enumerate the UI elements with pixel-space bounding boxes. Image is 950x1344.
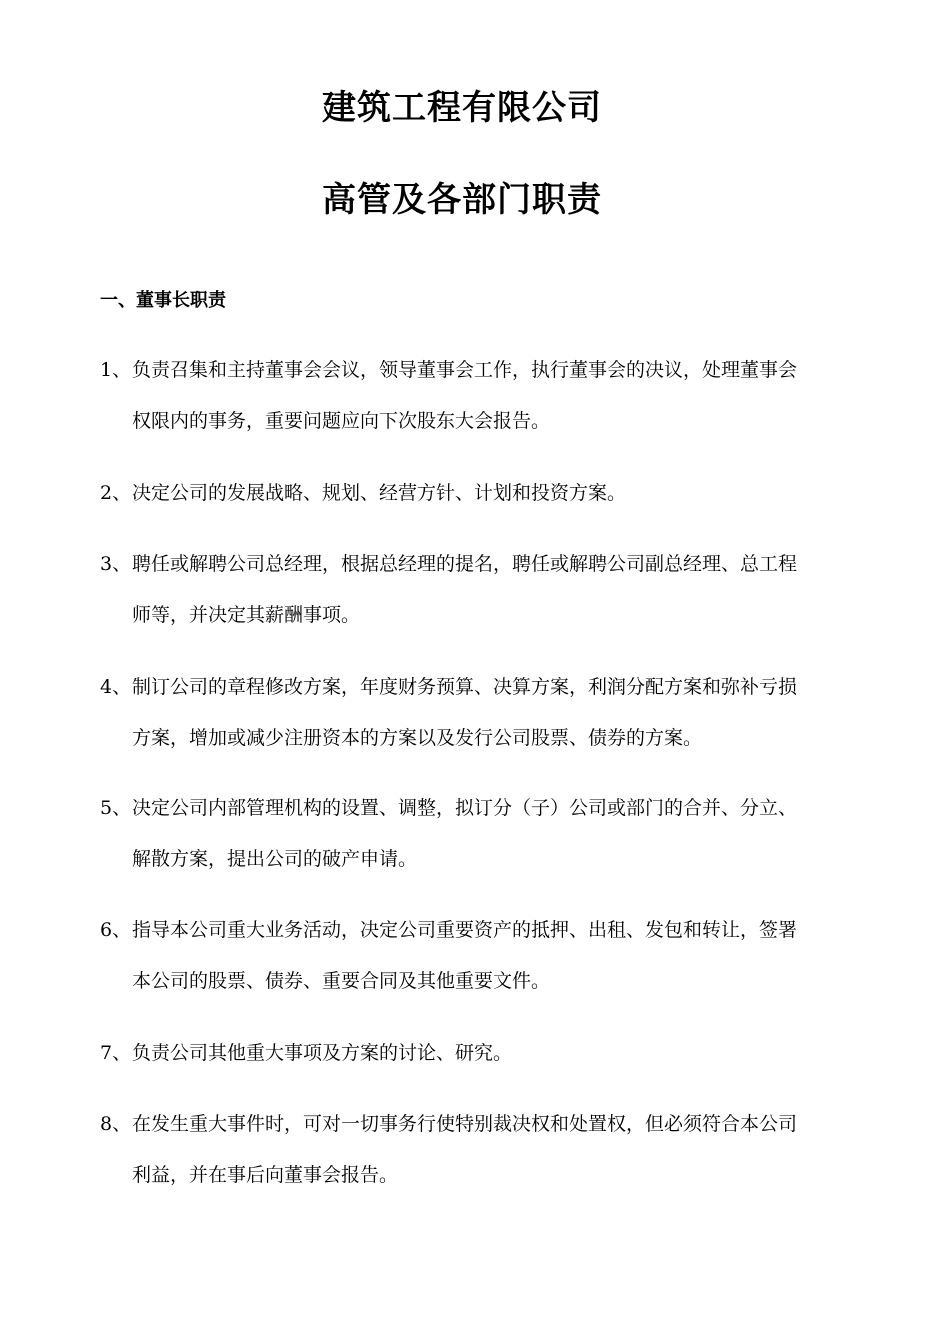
item-text-continued: 利益，并在事后向董事会报告。	[132, 1164, 399, 1186]
item-number: 8、	[100, 1113, 132, 1135]
document-subtitle: 高管及各部门职责	[322, 180, 602, 220]
item-text-continued: 本公司的股票、债券、重要合同及其他重要文件。	[132, 970, 551, 992]
list-item	[100, 662, 860, 764]
item-text: 决定公司内部管理机构的设置、调整，拟订分（子）公司或部门的合并、分立、	[132, 797, 798, 819]
item-text: 在发生重大事件时，可对一切事务行使特别裁决权和处置权，但必须符合本公司	[132, 1113, 798, 1135]
item-text: 聘任或解聘公司总经理，根据总经理的提名，聘任或解聘公司副总经理、总工程	[132, 553, 798, 575]
item-number: 4、	[100, 676, 132, 698]
document-title: 建筑工程有限公司	[322, 88, 602, 128]
item-text: 决定公司的发展战略、规划、经营方针、计划和投资方案。	[132, 482, 627, 504]
list-item	[100, 468, 860, 519]
item-text-continued: 解散方案，提出公司的破产申请。	[132, 848, 418, 870]
item-text: 制订公司的章程修改方案，年度财务预算、决算方案，利润分配方案和弥补亏损	[132, 676, 798, 698]
list-item	[100, 1099, 860, 1201]
item-number: 7、	[100, 1042, 132, 1064]
item-number: 2、	[100, 482, 132, 504]
list-item	[100, 783, 860, 885]
item-text: 指导本公司重大业务活动，决定公司重要资产的抵押、出租、发包和转让，签署	[132, 919, 798, 941]
item-text-continued: 方案，增加或减少注册资本的方案以及发行公司股票、债券的方案。	[132, 727, 703, 749]
list-item	[100, 905, 860, 1007]
item-number: 3、	[100, 553, 132, 575]
item-text: 负责公司其他重大事项及方案的讨论、研究。	[132, 1042, 513, 1064]
list-item	[100, 1028, 860, 1079]
list-item	[100, 345, 860, 447]
item-number: 1、	[100, 359, 132, 381]
item-number: 5、	[100, 797, 132, 819]
item-text-continued: 权限内的事务，重要问题应向下次股东大会报告。	[132, 410, 551, 432]
item-text: 负责召集和主持董事会会议，领导董事会工作，执行董事会的决议，处理董事会	[132, 359, 798, 381]
list-item	[100, 539, 860, 641]
item-text-continued: 师等，并决定其薪酬事项。	[132, 604, 361, 626]
section-heading: 一、董事长职责	[100, 290, 226, 311]
item-number: 6、	[100, 919, 132, 941]
